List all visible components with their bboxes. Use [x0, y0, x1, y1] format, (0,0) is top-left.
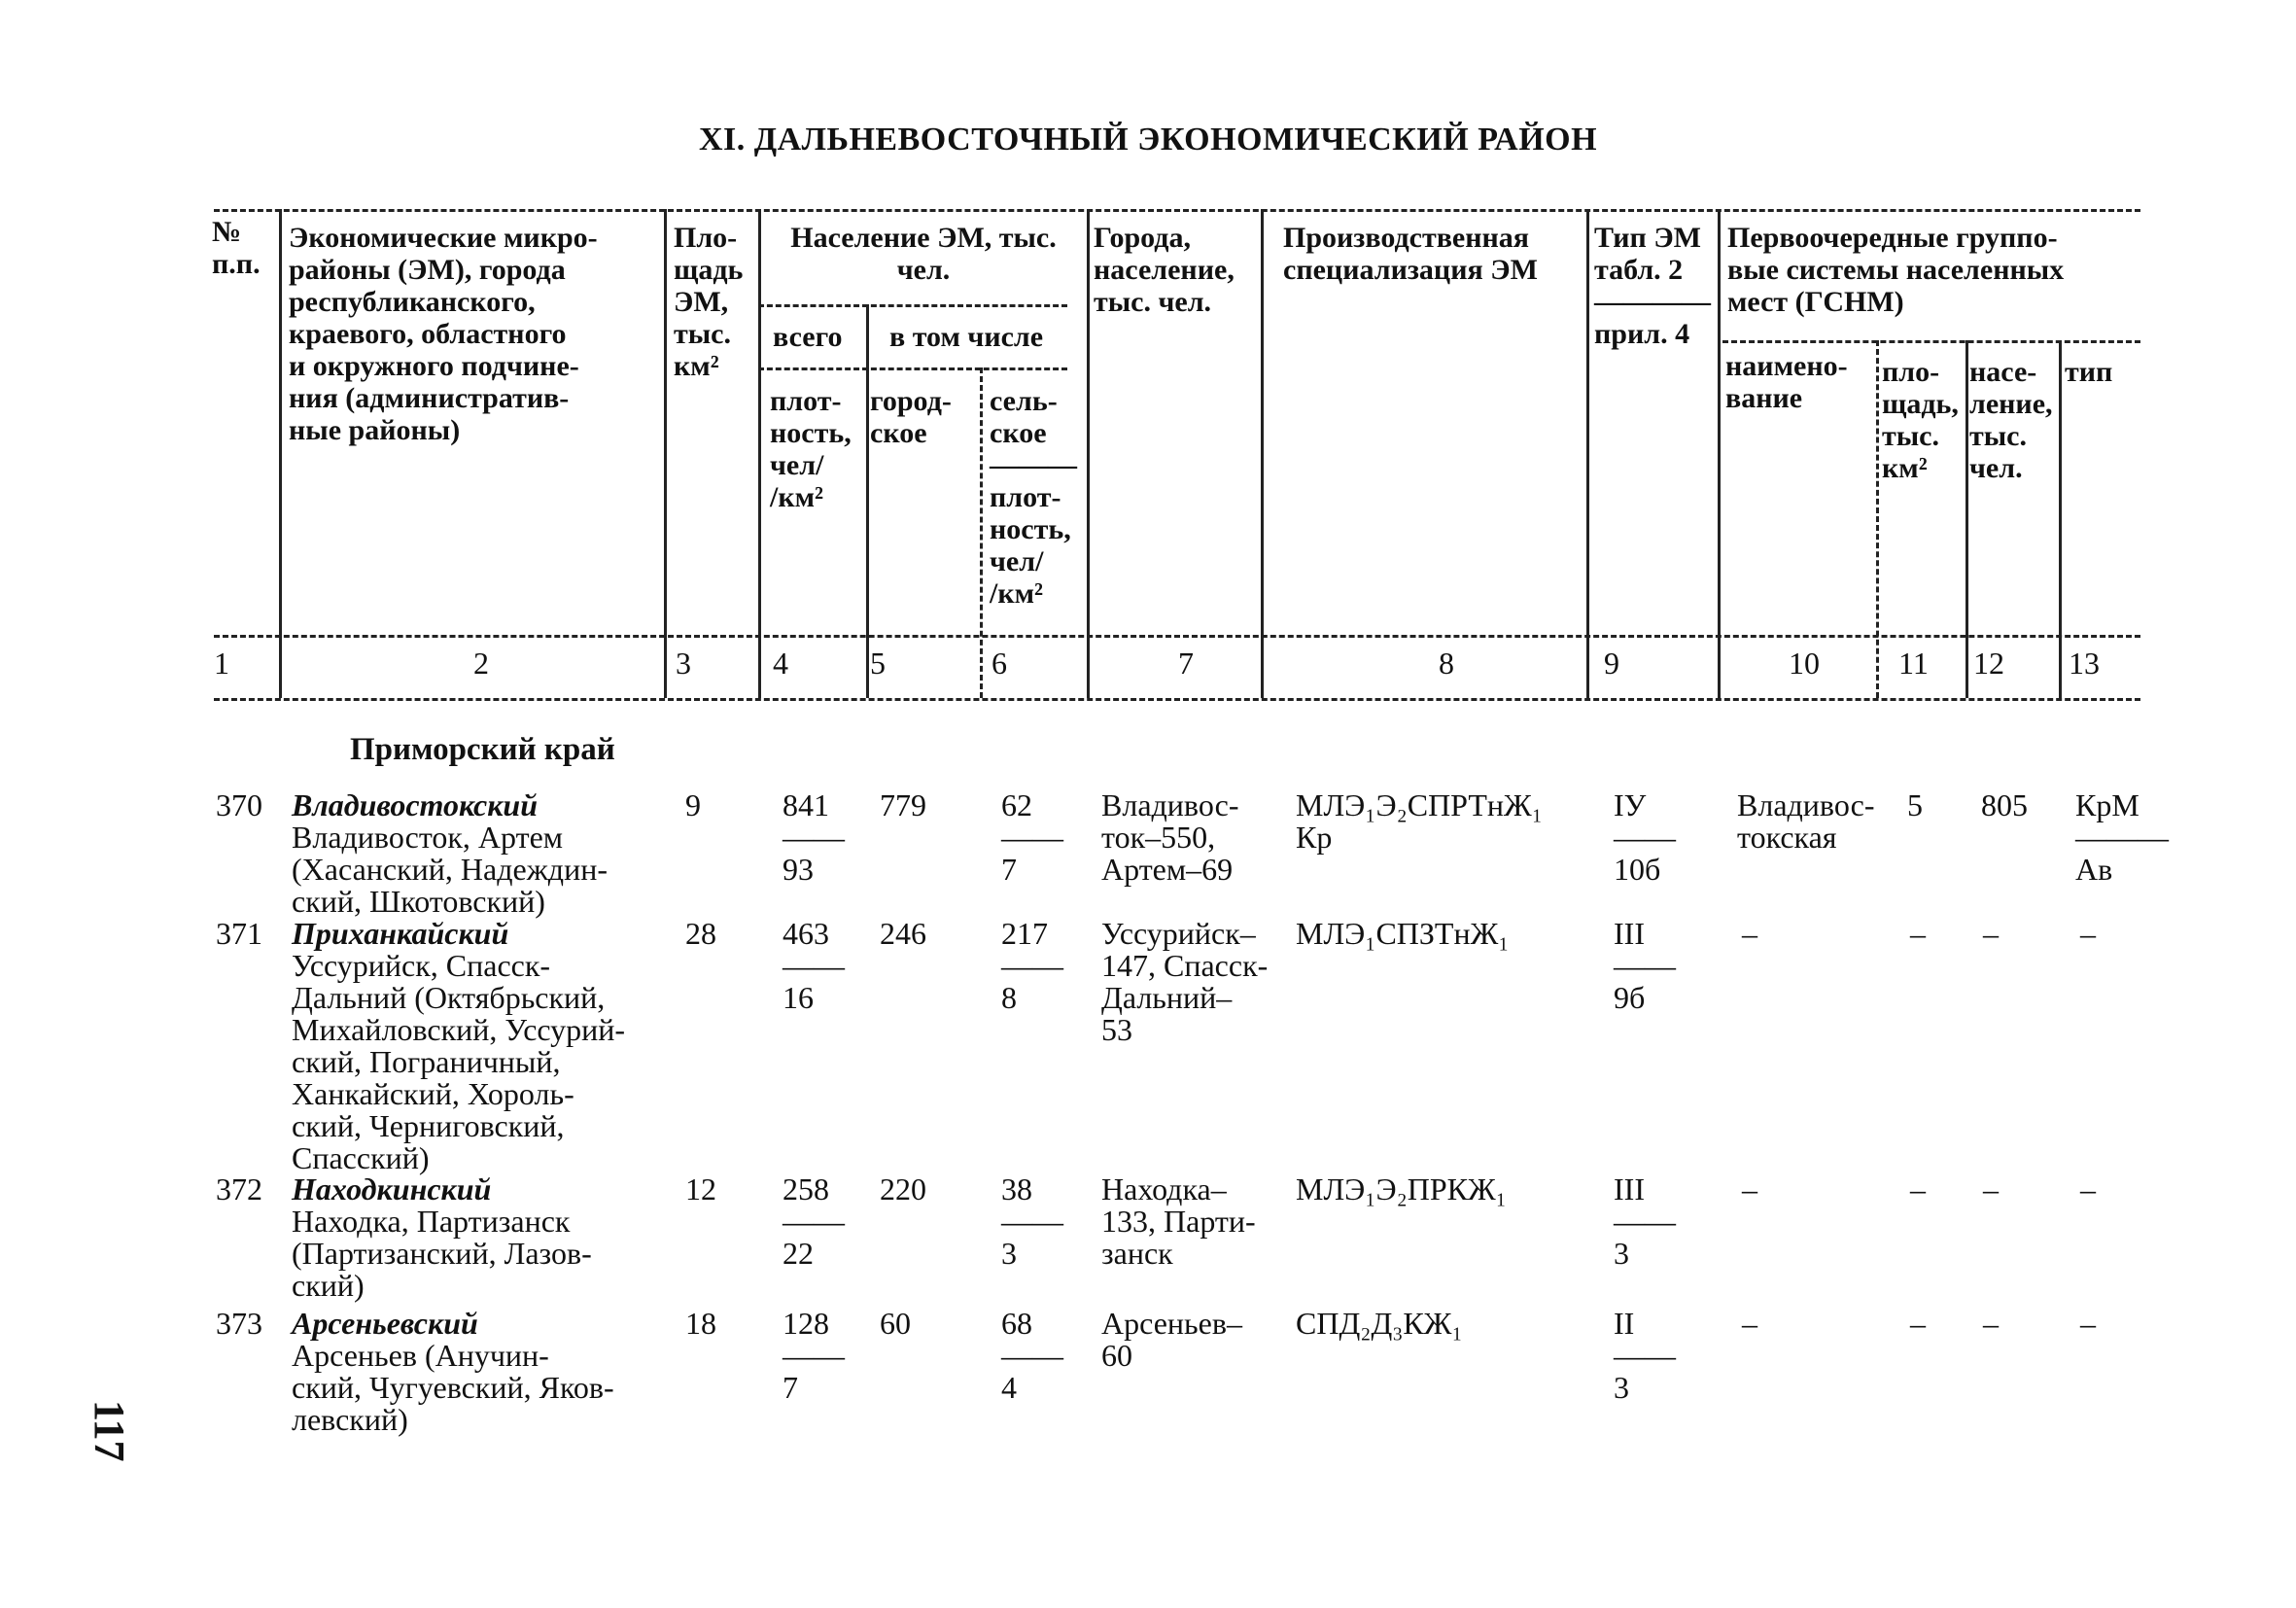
row-number: 372 [216, 1171, 262, 1206]
header-cities: Города, население, тыс. чел. [1094, 222, 1235, 318]
row-number: 373 [216, 1306, 262, 1341]
microregion-name: Находкинский [292, 1171, 492, 1206]
col-divider [1876, 340, 1879, 698]
pop-sub-rule-2 [758, 367, 1067, 370]
total-value: 258 [783, 1171, 829, 1206]
column-number: 4 [773, 646, 788, 681]
rural-density: 3 [1001, 1236, 1017, 1271]
column-number: 11 [1898, 646, 1929, 681]
fraction-bar: —— [783, 820, 845, 855]
column-number: 7 [1178, 646, 1194, 681]
gsnm-area: 5 [1907, 787, 1923, 822]
header-bottom-rule [214, 698, 2140, 701]
density-value: 22 [783, 1236, 814, 1271]
gsnm-type: КрМ [2075, 787, 2139, 822]
gsnm-population: 805 [1981, 787, 2028, 822]
fraction-bar: —— [1001, 1204, 1063, 1239]
column-number: 12 [1973, 646, 2004, 681]
appendix-type: 9б [1614, 980, 1646, 1015]
microregion-cities: Арсеньев (Анучин- ский, Чугуевский, Яков- левский) [292, 1338, 614, 1437]
rural-value: 38 [1001, 1171, 1032, 1206]
col-divider [866, 304, 869, 698]
gsnm-name: – [1742, 1171, 1757, 1206]
specialization: СПД₂Д₃КЖ₁ [1296, 1306, 1463, 1341]
col-divider [279, 209, 282, 698]
em-type: III [1614, 916, 1645, 951]
fraction-bar: —— [1001, 948, 1063, 983]
urban-value: 60 [880, 1306, 911, 1341]
appendix-type: 3 [1614, 1370, 1629, 1405]
microregion-cities: Находка, Партизанск (Партизанский, Лазов- ский) [292, 1204, 592, 1303]
fraction-bar: —— [1614, 820, 1676, 855]
em-type: II [1614, 1306, 1635, 1341]
fraction-bar: —— [783, 1204, 845, 1239]
microregion-name: Владивостокский [292, 787, 538, 822]
column-number: 8 [1439, 646, 1454, 681]
fraction-bar: —— [783, 1338, 845, 1373]
area-value: 9 [685, 787, 701, 822]
page-title: XI. ДАЛЬНЕВОСТОЧНЫЙ ЭКОНОМИЧЕСКИЙ РАЙОН [698, 122, 1598, 157]
region-heading: Приморский край [350, 732, 615, 767]
fraction-bar: —— [1001, 820, 1063, 855]
towns-population: Владивос- ток–550, Артем–69 [1101, 787, 1239, 887]
row-number: 371 [216, 916, 262, 951]
header-gsnm: Первоочередные группо- вые системы населенных мест (ГСНМ) [1727, 222, 2065, 318]
header-rural: сель- ское ——— плот- ность, чел/ /км² [990, 385, 1077, 610]
header-type: Тип ЭМ табл. 2 ———— прил. 4 [1594, 222, 1711, 350]
col-divider [1966, 340, 1968, 698]
column-number: 10 [1789, 646, 1820, 681]
microregion-cities: Владивосток, Артем (Хасанский, Надеждин- ский, Шкотовский) [292, 820, 608, 919]
header-urban: город- ское [870, 385, 952, 449]
header-gsnm-area: пло- щадь, тыс. км² [1882, 356, 1959, 484]
col-divider [2059, 340, 2062, 698]
fraction-bar: —— [1001, 1338, 1063, 1373]
gsnm-type: – [2080, 1171, 2096, 1206]
em-type: IУ [1614, 787, 1647, 822]
header-including: в том числе [889, 321, 1044, 353]
fraction-bar: —— [1614, 948, 1676, 983]
area-value: 18 [685, 1306, 716, 1341]
column-number: 6 [991, 646, 1007, 681]
gsnm-type-sub: Ав [2075, 852, 2113, 887]
urban-value: 220 [880, 1171, 926, 1206]
fraction-bar: —— [1614, 1204, 1676, 1239]
specialization: МЛЭ₁СПЗТнЖ₁ [1296, 916, 1510, 951]
pop-sub-rule [758, 304, 1067, 307]
col-divider [758, 209, 761, 698]
fraction-bar: ——— [2075, 820, 2169, 855]
header-gsnm-name: наимено- вание [1725, 350, 1848, 414]
column-number: 13 [2069, 646, 2100, 681]
towns-population: Арсеньев– 60 [1101, 1306, 1242, 1373]
gsnm-sub-rule [1722, 340, 2140, 343]
urban-value: 246 [880, 916, 926, 951]
page-number: 117 [86, 1400, 133, 1462]
col-divider [1586, 209, 1589, 698]
rural-density: 4 [1001, 1370, 1017, 1405]
header-specialization: Производственная специализация ЭМ [1283, 222, 1538, 286]
header-no: № п.п. [212, 216, 261, 280]
specialization: МЛЭ₁Э₂СПРТнЖ₁ Кр [1296, 787, 1543, 855]
header-mid-rule [214, 635, 2140, 638]
header-population: Население ЭМ, тыс. чел. [790, 222, 1057, 286]
column-number: 2 [473, 646, 489, 681]
col-divider [1087, 209, 1090, 698]
rural-value: 62 [1001, 787, 1032, 822]
appendix-type: 10б [1614, 852, 1661, 887]
gsnm-name: Владивос- токская [1737, 787, 1875, 855]
microregion-name: Приханкайский [292, 916, 509, 951]
header-top-rule [214, 209, 2140, 212]
specialization: МЛЭ₁Э₂ПРКЖ₁ [1296, 1171, 1507, 1206]
fraction-bar: —— [1614, 1338, 1676, 1373]
header-area: Пло- щадь ЭМ, тыс. км² [674, 222, 744, 382]
gsnm-type: – [2080, 916, 2096, 951]
em-type: III [1614, 1171, 1645, 1206]
appendix-type: 3 [1614, 1236, 1629, 1271]
rural-density: 8 [1001, 980, 1017, 1015]
header-gsnm-pop: насе- ление, тыс. чел. [1969, 356, 2053, 484]
gsnm-population: – [1983, 1171, 1999, 1206]
col-divider [1718, 209, 1721, 698]
gsnm-name: – [1742, 916, 1757, 951]
total-value: 841 [783, 787, 829, 822]
rural-value: 217 [1001, 916, 1048, 951]
area-value: 28 [685, 916, 716, 951]
fraction-bar: —— [783, 948, 845, 983]
total-value: 128 [783, 1306, 829, 1341]
urban-value: 779 [880, 787, 926, 822]
microregion-cities: Уссурийск, Спасск- Дальний (Октябрьский, Михайловский, Уссурий- ский, Пограничный, Ханкайский, Хороль- ский, Черниговский, Спасский) [292, 948, 626, 1175]
gsnm-area: – [1910, 916, 1926, 951]
density-value: 7 [783, 1370, 798, 1405]
header-microregions: Экономические микро- районы (ЭМ), города республиканского, краевого, областного и окружного подчине- ния (административ- ные районы) [289, 222, 598, 446]
gsnm-population: – [1983, 1306, 1999, 1341]
column-number: 1 [214, 646, 229, 681]
gsnm-area: – [1910, 1171, 1926, 1206]
area-value: 12 [685, 1171, 716, 1206]
total-value: 463 [783, 916, 829, 951]
gsnm-name: – [1742, 1306, 1757, 1341]
column-number: 3 [676, 646, 691, 681]
header-density: плот- ность, чел/ /км² [770, 385, 852, 513]
gsnm-type: – [2080, 1306, 2096, 1341]
column-number: 9 [1604, 646, 1619, 681]
col-divider [664, 209, 667, 698]
header-gsnm-type: тип [2065, 356, 2113, 388]
microregion-name: Арсеньевский [292, 1306, 478, 1341]
col-divider [980, 367, 983, 698]
towns-population: Находка– 133, Парти- занск [1101, 1171, 1256, 1271]
rural-density: 7 [1001, 852, 1017, 887]
column-number: 5 [870, 646, 886, 681]
gsnm-population: – [1983, 916, 1999, 951]
density-value: 16 [783, 980, 814, 1015]
gsnm-area: – [1910, 1306, 1926, 1341]
density-value: 93 [783, 852, 814, 887]
col-divider [1261, 209, 1264, 698]
header-total: всего [773, 321, 843, 353]
rural-value: 68 [1001, 1306, 1032, 1341]
towns-population: Уссурийск– 147, Спасск- Дальний– 53 [1101, 916, 1269, 1047]
row-number: 370 [216, 787, 262, 822]
